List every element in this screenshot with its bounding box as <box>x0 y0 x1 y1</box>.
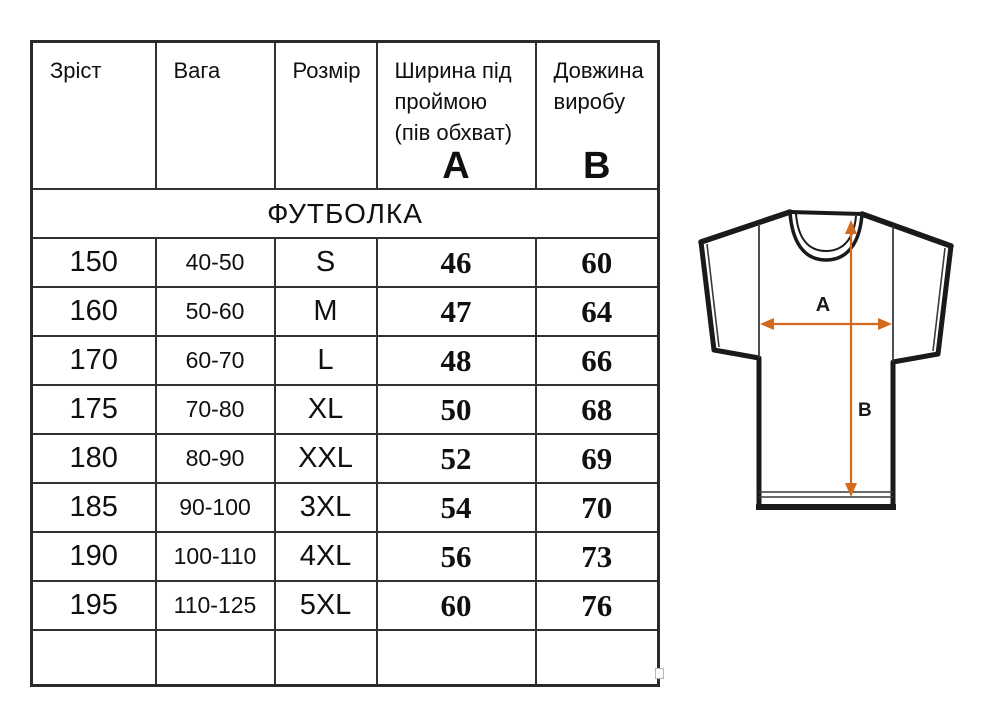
right-shoulder-line <box>862 214 951 246</box>
empty-cell <box>156 630 275 685</box>
table-row <box>32 287 659 336</box>
height-cell: 175 <box>32 385 156 434</box>
left-sleeve-bottom <box>714 350 759 358</box>
length-b-cell: 76 <box>536 581 659 630</box>
size-cell: M <box>275 287 377 336</box>
length-b-cell: 66 <box>536 336 659 385</box>
table-row <box>32 532 659 581</box>
length-b-cell: 68 <box>536 385 659 434</box>
weight-cell: 90-100 <box>156 483 275 532</box>
col-header-size-label: Розмір <box>292 58 361 83</box>
weight-cell: 50-60 <box>156 287 275 336</box>
length-b-cell: 70 <box>536 483 659 532</box>
category-row <box>32 189 659 238</box>
empty-cell <box>536 630 659 685</box>
arrow-b-bottom-head <box>845 483 857 497</box>
col-header-width-line2: проймою <box>394 88 488 114</box>
col-header-width-line1: Ширина під <box>394 58 512 83</box>
corner-handle-icon <box>655 668 664 679</box>
left-shoulder-line <box>701 212 790 242</box>
table-row <box>32 336 659 385</box>
size-cell: S <box>275 238 377 287</box>
table-row <box>32 581 659 630</box>
arrow-a-right-head <box>878 318 892 330</box>
height-cell: 150 <box>32 238 156 287</box>
height-cell: 170 <box>32 336 156 385</box>
col-letter-b: B <box>583 145 611 188</box>
height-cell: 185 <box>32 483 156 532</box>
empty-cell <box>377 630 536 685</box>
weight-cell: 40-50 <box>156 238 275 287</box>
left-sleeve-outer <box>701 242 714 350</box>
height-cell: 190 <box>32 532 156 581</box>
table-row <box>32 483 659 532</box>
weight-cell: 110-125 <box>156 581 275 630</box>
col-header-length-b <box>536 42 659 190</box>
header-row <box>32 42 659 190</box>
table-row <box>32 434 659 483</box>
right-sleeve-bottom <box>893 354 938 362</box>
size-cell: L <box>275 336 377 385</box>
width-a-cell: 47 <box>377 287 536 336</box>
arrow-a-left-head <box>760 318 774 330</box>
empty-cell <box>32 630 156 685</box>
col-header-length-line1: Довжина <box>553 58 644 83</box>
height-cell: 195 <box>32 581 156 630</box>
col-header-height <box>32 42 156 190</box>
category-title-cell: ФУТБОЛКА <box>32 189 659 238</box>
label-a: A <box>815 294 831 316</box>
table-row <box>32 238 659 287</box>
size-table <box>30 40 660 687</box>
length-b-cell: 69 <box>536 434 659 483</box>
label-b: B <box>858 400 872 421</box>
size-cell: 3XL <box>275 483 377 532</box>
col-header-weight-label: Вага <box>173 58 221 83</box>
col-header-height-label: Зріст <box>50 58 102 83</box>
tshirt-measurement-icon <box>693 200 959 514</box>
col-header-length-line2: виробу <box>553 88 626 114</box>
width-a-cell: 56 <box>377 532 536 581</box>
weight-cell: 60-70 <box>156 336 275 385</box>
col-header-width-a <box>377 42 536 190</box>
tshirt-diagram <box>693 200 959 514</box>
size-cell: 5XL <box>275 581 377 630</box>
size-cell: XXL <box>275 434 377 483</box>
col-letter-a: A <box>442 145 470 188</box>
width-a-cell: 54 <box>377 483 536 532</box>
col-header-weight <box>156 42 275 190</box>
weight-cell: 70-80 <box>156 385 275 434</box>
size-cell: 4XL <box>275 532 377 581</box>
width-a-cell: 60 <box>377 581 536 630</box>
height-cell: 180 <box>32 434 156 483</box>
col-header-width-line3: (пів обхват) <box>394 119 513 145</box>
length-b-cell: 64 <box>536 287 659 336</box>
empty-row <box>32 630 659 685</box>
height-cell: 160 <box>32 287 156 336</box>
col-header-size <box>275 42 377 190</box>
size-cell: XL <box>275 385 377 434</box>
weight-cell: 100-110 <box>156 532 275 581</box>
collar-top-line <box>790 212 862 214</box>
table-row <box>32 385 659 434</box>
empty-cell <box>275 630 377 685</box>
length-b-cell: 60 <box>536 238 659 287</box>
width-a-cell: 52 <box>377 434 536 483</box>
length-b-cell: 73 <box>536 532 659 581</box>
weight-cell: 80-90 <box>156 434 275 483</box>
width-a-cell: 48 <box>377 336 536 385</box>
right-sleeve-outer <box>938 246 951 354</box>
width-a-cell: 46 <box>377 238 536 287</box>
width-a-cell: 50 <box>377 385 536 434</box>
